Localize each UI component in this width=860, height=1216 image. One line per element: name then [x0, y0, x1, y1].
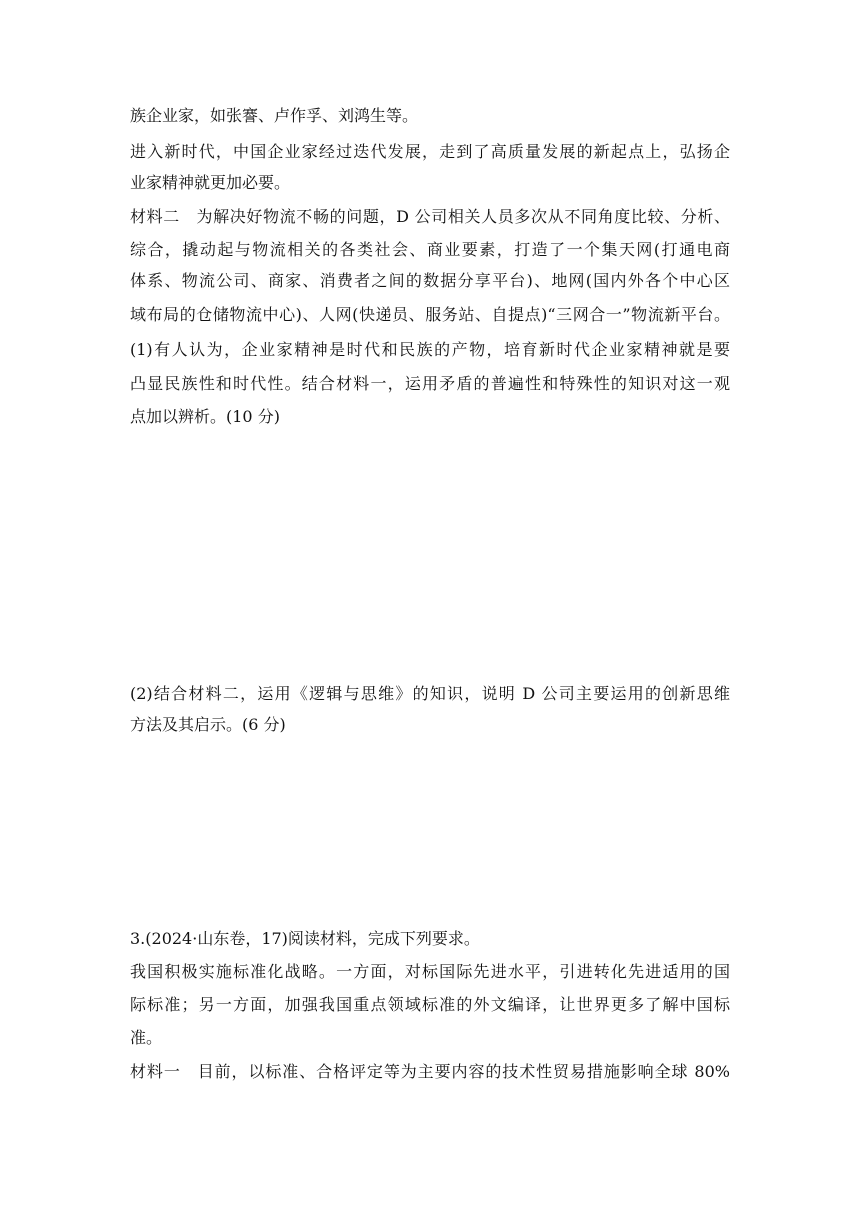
text-line-3: 业家精神就更加必要。	[130, 173, 291, 192]
text-line-5: 综合，撬动起与物流相关的各类社会、商业要素，打造了一个集天网(打通电商	[130, 240, 730, 259]
text-line-4: 材料二 为解决好物流不畅的问题，D 公司相关人员多次从不同角度比较、分析、	[130, 207, 730, 226]
question-1-line-1: (1)有人认为，企业家精神是时代和民族的产物，培育新时代企业家精神就是要	[130, 340, 730, 359]
material-1-line-1: 材料一 目前，以标准、合格评定等为主要内容的技术性贸易措施影响全球 80%	[130, 1062, 730, 1081]
text-line-6: 体系、物流公司、商家、消费者之间的数据分享平台)、地网(国内外各个中心区	[130, 271, 730, 290]
question-1-line-3: 点加以辨析。(10 分)	[130, 407, 280, 426]
text-line-7: 域布局的仓储物流中心)、人网(快递员、服务站、自提点)“三网合一”物流新平台。	[130, 305, 730, 324]
question-3-line-3: 准。	[130, 1028, 163, 1047]
question-3-line-1: 我国积极实施标准化战略。一方面，对标国际先进水平，引进转化先进适用的国	[130, 962, 730, 981]
question-3-heading: 3.(2024·山东卷，17)阅读材料，完成下列要求。	[130, 929, 480, 948]
question-2-line-2: 方法及其启示。(6 分)	[130, 715, 286, 734]
text-line-1: 族企业家，如张謇、卢作孚、刘鸿生等。	[130, 106, 419, 125]
question-3-line-2: 际标准；另一方面，加强我国重点领域标准的外文编译，让世界更多了解中国标	[130, 995, 730, 1014]
question-2-line-1: (2)结合材料二，运用《逻辑与思维》的知识，说明 D 公司主要运用的创新思维	[130, 684, 730, 703]
question-1-line-2: 凸显民族性和时代性。结合材料一，运用矛盾的普遍性和特殊性的知识对这一观	[130, 374, 730, 393]
text-line-2: 进入新时代，中国企业家经过迭代发展，走到了高质量发展的新起点上，弘扬企	[130, 142, 730, 161]
